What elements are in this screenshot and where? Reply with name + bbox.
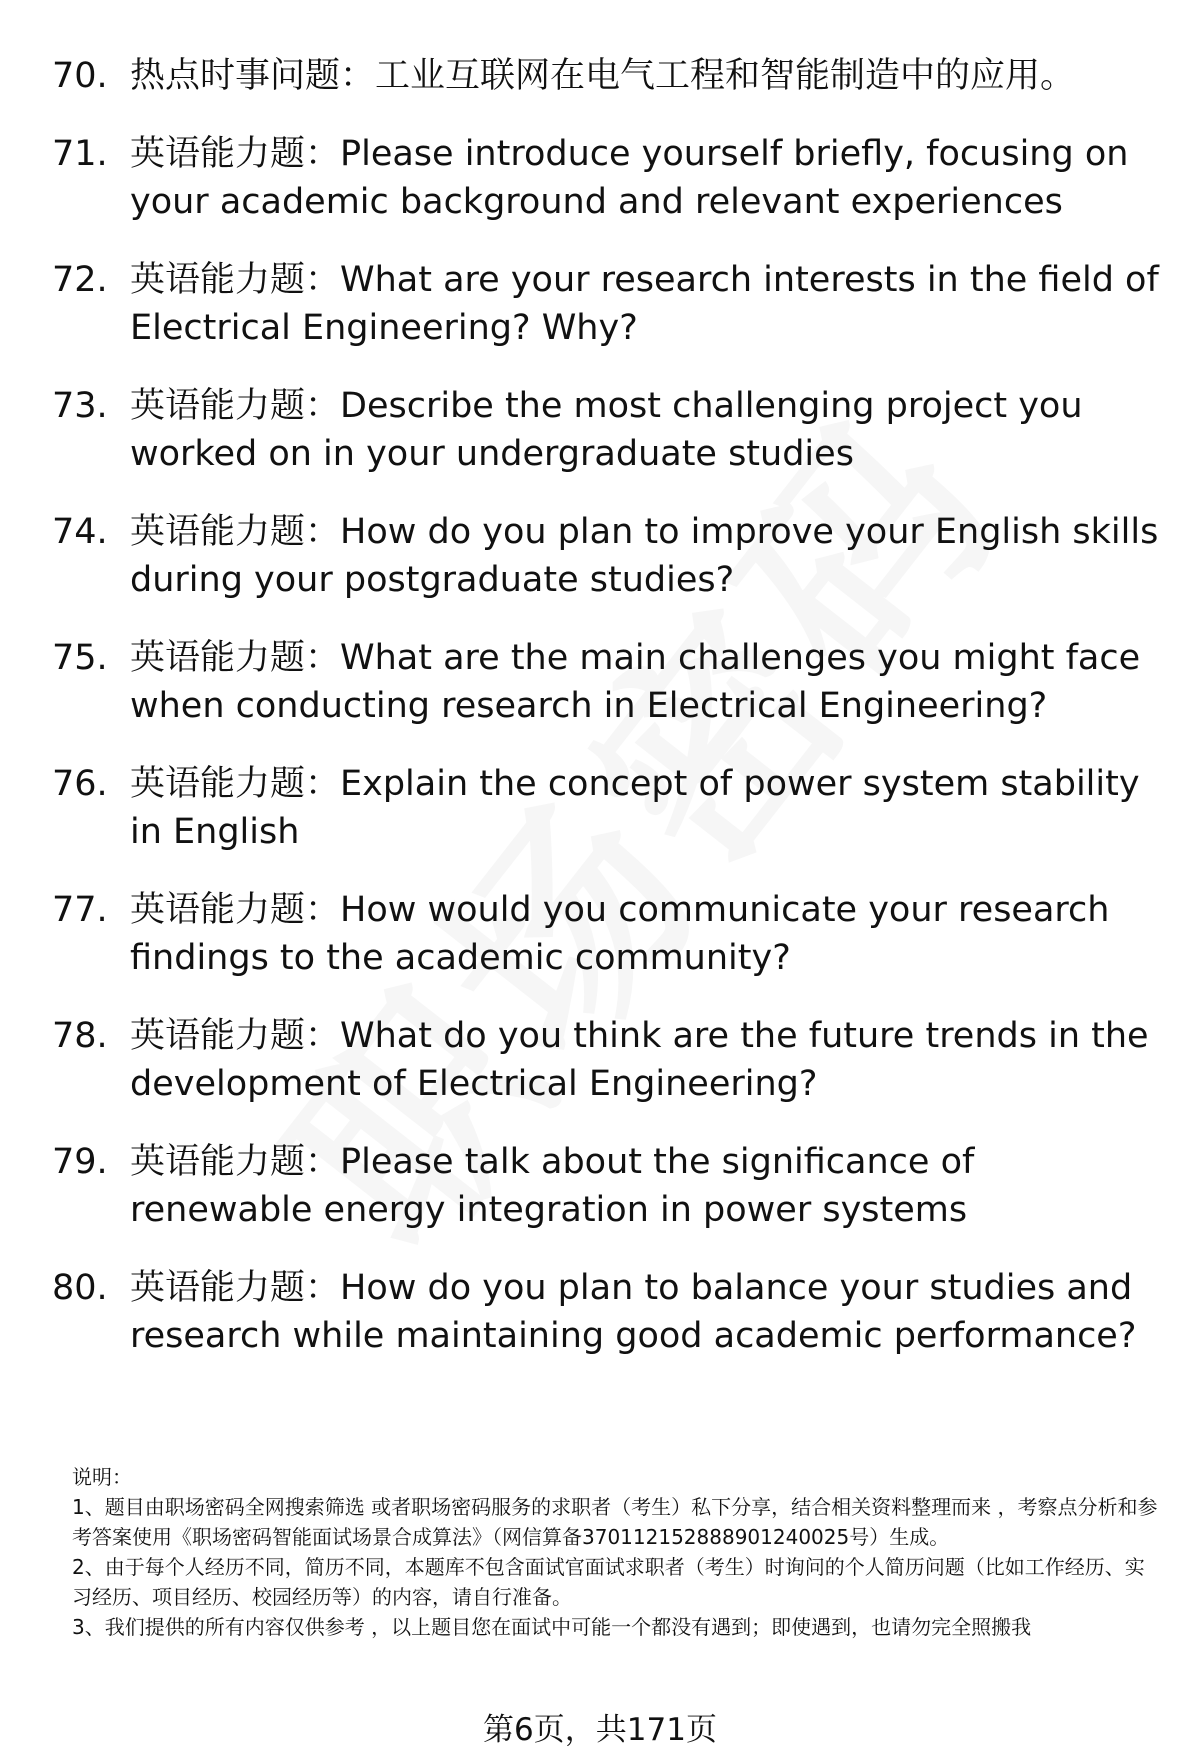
question-text: 英语能力题：Please introduce yourself briefly, focusing on your academic background and relevant experiences [130,134,1129,222]
question-text: 英语能力题：What are the main challenges you might face when conducting research in Electrical Engineering? [130,638,1141,726]
question-number: 80. [52,1268,108,1308]
question-number: 71. [52,134,108,174]
question-item [52,508,1162,604]
question-item [52,382,1162,478]
question-text: 英语能力题：How would you communicate your research findings to the academic community? [130,890,1110,978]
question-item [52,1138,1162,1234]
question-item [52,1012,1162,1108]
question-text: 英语能力题：What do you think are the future trends in the development of Electrical Engineering? [130,1016,1149,1104]
question-text: 英语能力题：Please talk about the significance of renewable energy integration in power systems [130,1142,975,1230]
question-text: 英语能力题：How do you plan to improve your English skills during your postgraduate studies? [130,512,1159,600]
question-number: 79. [52,1142,108,1182]
note-item: 3、我们提供的所有内容仅供参考 ，以上题目您在面试中可能一个都没有遇到；即使遇到，也请勿完全照搬我 [72,1615,1032,1639]
question-item [52,52,1162,100]
question-text: 英语能力题：Describe the most challenging project you worked on in your undergraduate studies [130,386,1083,474]
question-list [52,52,1162,1390]
notes-heading: 说明： [72,1465,132,1489]
question-item [52,1264,1162,1360]
question-item [52,760,1162,856]
question-number: 76. [52,764,108,804]
question-number: 70. [52,56,108,96]
page-number-footer: 第6页，共171页 [483,1712,717,1748]
note-item: 2、由于每个人经历不同，简历不同，本题库不包含面试官面试求职者（考生）时询问的个人简历问题（比如工作经历、实习经历、项目经历、校园经历等）的内容，请自行准备。 [72,1555,1145,1609]
question-item [52,130,1162,226]
question-number: 72. [52,260,108,300]
question-item [52,256,1162,352]
notes-section [72,1462,1162,1642]
question-number: 75. [52,638,108,678]
question-number: 77. [52,890,108,930]
question-text: 热点时事问题：工业互联网在电气工程和智能制造中的应用。 [130,56,1076,96]
question-text: 英语能力题：How do you plan to balance your studies and research while maintaining good academic performance? [130,1268,1137,1356]
question-item [52,886,1162,982]
question-number: 74. [52,512,108,552]
question-text: 英语能力题：What are your research interests in the field of Electrical Engineering? Why? [130,260,1159,348]
question-number: 78. [52,1016,108,1056]
note-item: 1、题目由职场密码全网搜索筛选 或者职场密码服务的求职者（考生）私下分享，结合相关资料整理而来 ，考察点分析和参考答案使用《职场密码智能面试场景合成算法》（网信算备370112152888901240025号）生成。 [72,1495,1158,1549]
question-text: 英语能力题：Explain the concept of power system stability in English [130,764,1140,852]
question-item [52,634,1162,730]
question-number: 73. [52,386,108,426]
